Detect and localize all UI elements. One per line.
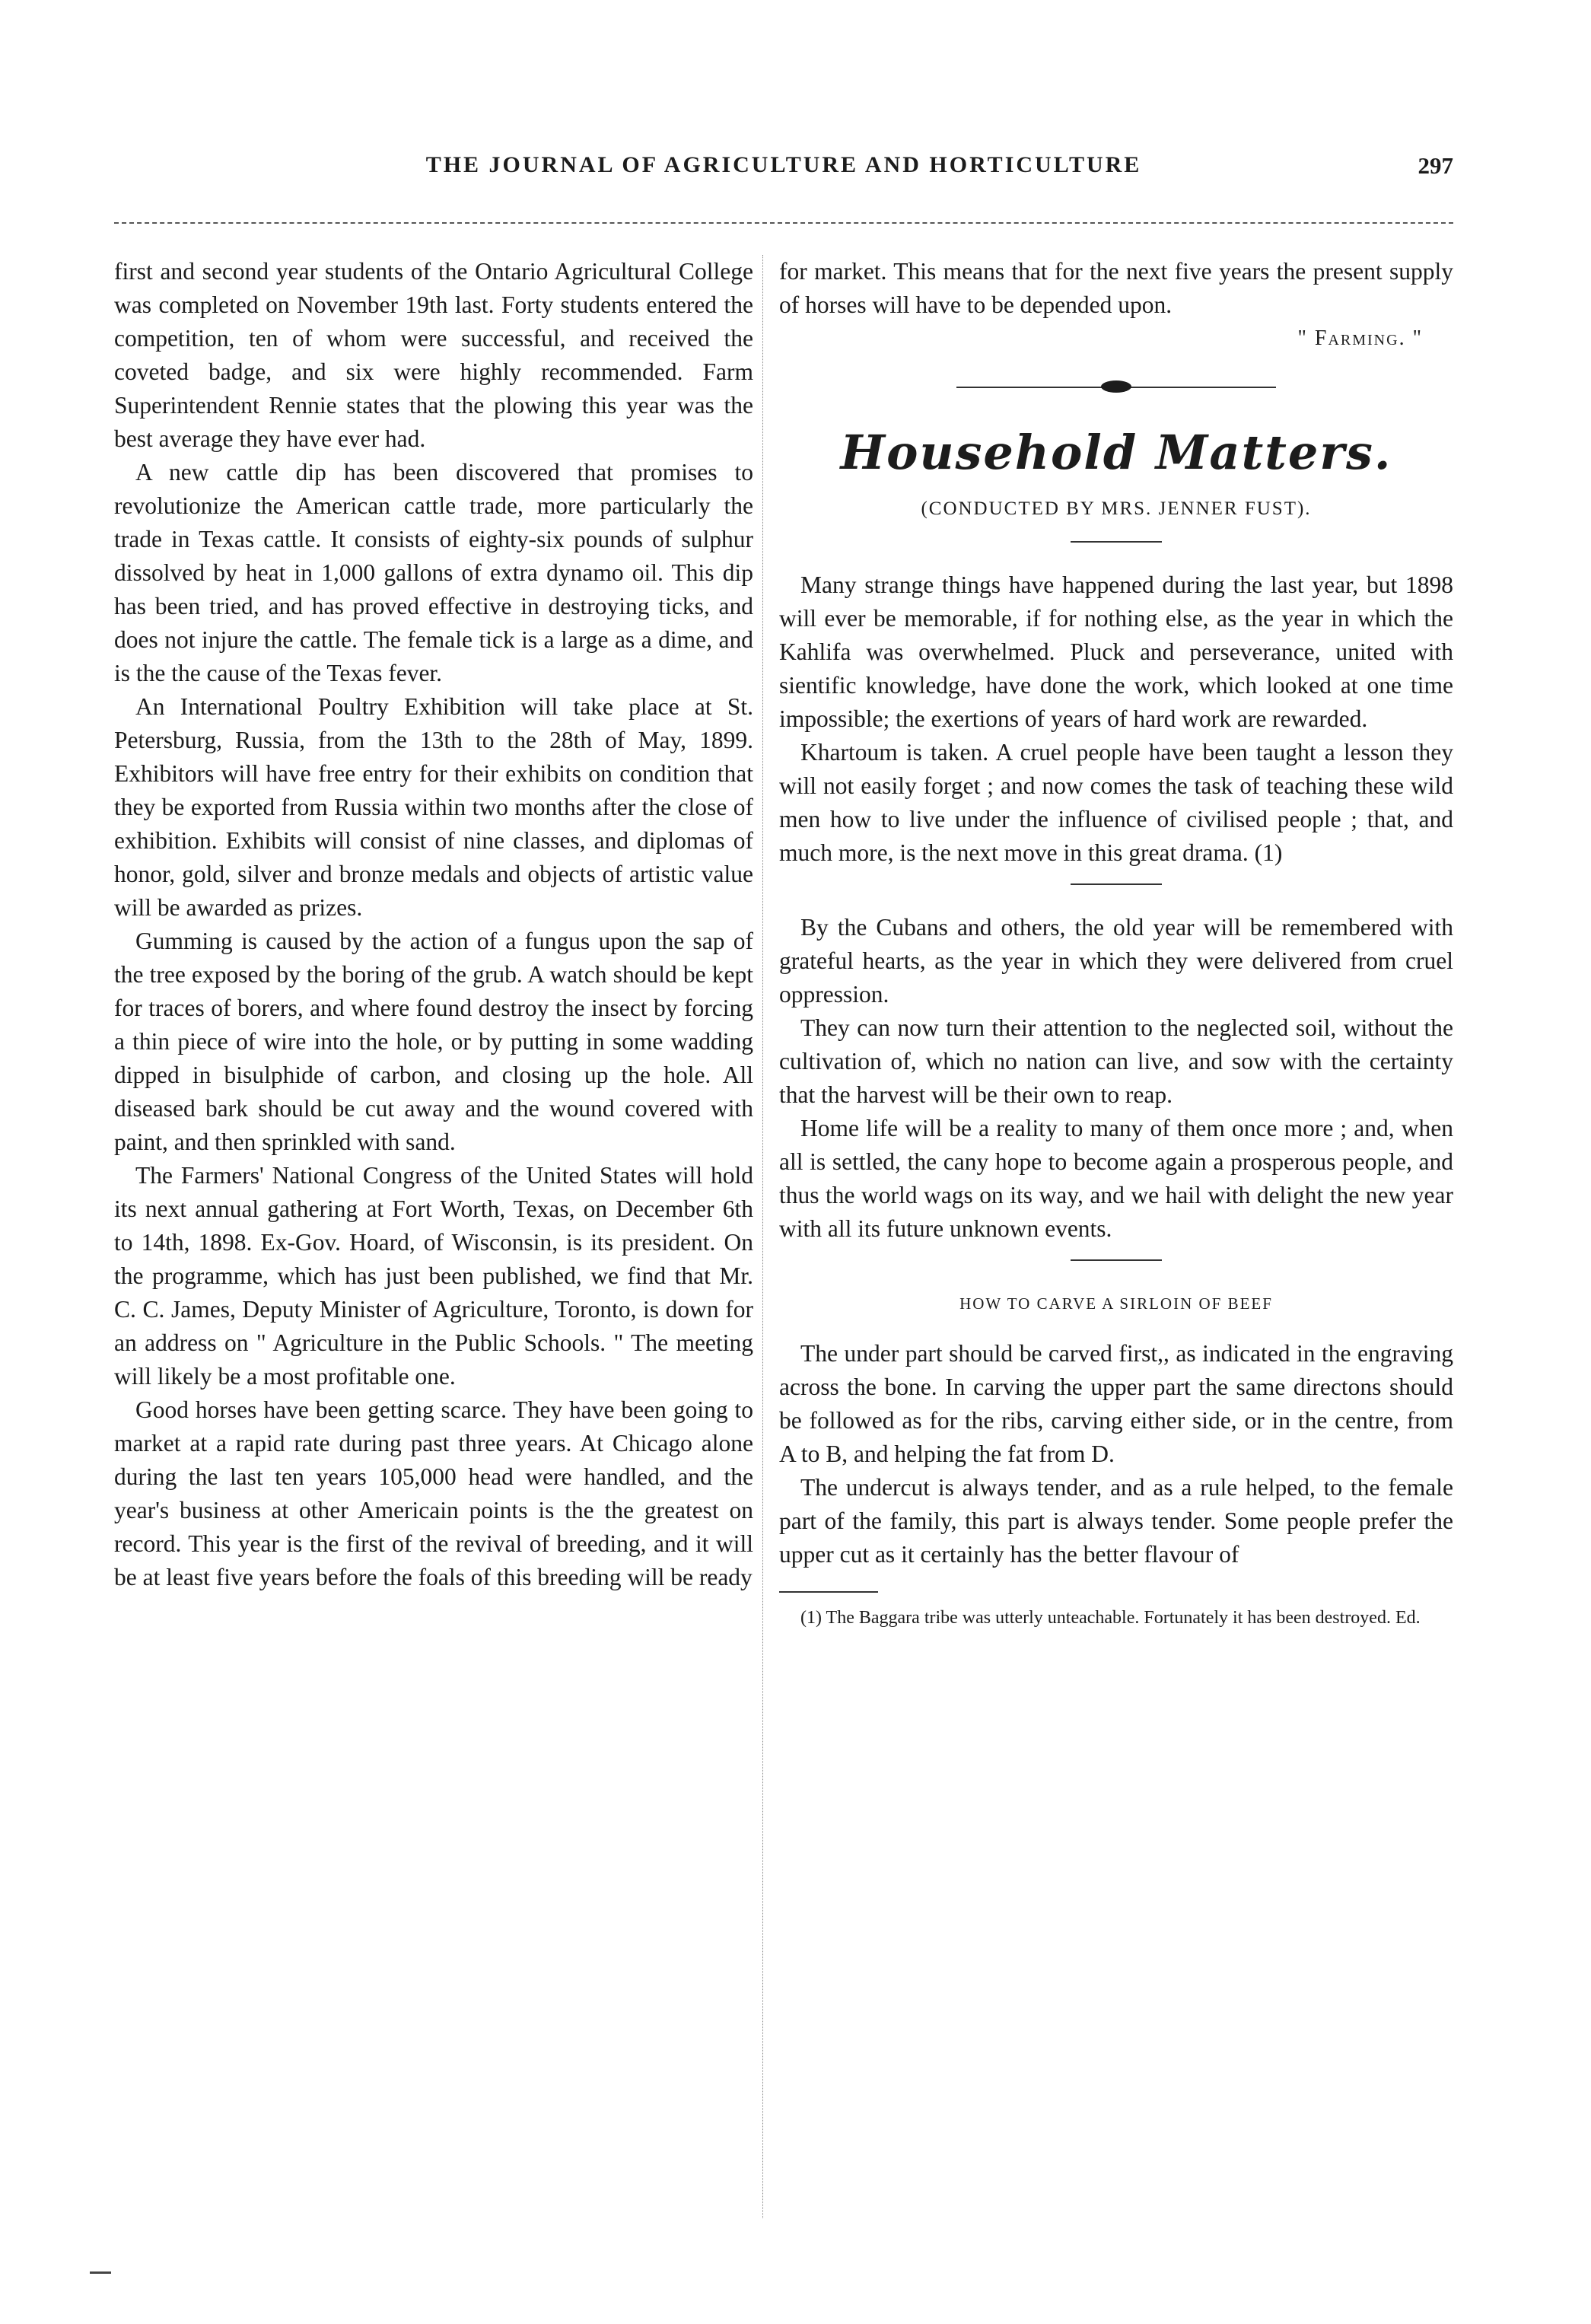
article-paragraph: Many strange things have happened during the last year, but 1898 will ever be memorable, if for nothing else, as the year in which the Kahlifa was overwhelmed. Pluck and perseverance, united with sientific knowledge, have done the work, which looked at one time impossible; the exertions of years of hard work are rewarded. bbox=[779, 571, 1453, 732]
footnote-rule bbox=[779, 1591, 878, 1593]
running-head: THE JOURNAL OF AGRICULTURE AND HORTICULTURE bbox=[425, 152, 1142, 177]
page-number: 297 bbox=[1418, 152, 1453, 179]
column-divider bbox=[762, 255, 763, 2218]
article-paragraph: By the Cubans and others, the old year will be remembered with grateful hearts, as the year in which they were delivered from cruel oppression. bbox=[779, 914, 1453, 1008]
article-paragraph: first and second year students of the Ontario Agricultural College was completed on November 19th last. Forty students entered the competition, ten of whom were successful, and received the coveted badge, and six were highly recommended. Farm Superintendent Rennie states that the plowing this year was the best average they have ever had. bbox=[114, 258, 753, 452]
article-paragraph: The undercut is always tender, and as a rule helped, to the female part of the family, this part is always tender. Some people prefer the upper cut as it certainly has the better flavour of bbox=[779, 1474, 1453, 1568]
section-rule bbox=[1071, 541, 1162, 543]
header-rule bbox=[114, 222, 1453, 224]
source-signature: " Farming. " bbox=[1297, 326, 1423, 350]
article-paragraph: The under part should be carved first,, as indicated in the engraving across the bone. In carving the upper part the same directons should be followed as for the ribs, carving either side, or in the centre, from A to B, and helping the fat from D. bbox=[779, 1340, 1453, 1467]
article-paragraph: Khartoum is taken. A cruel people have been taught a lesson they will not easily forget ; and now comes the task of teaching these wild men how to live under the influence of civilised people ; that, and much more, is the next move in this great drama. (1) bbox=[779, 739, 1453, 866]
article-paragraph: Gumming is caused by the action of a fungus upon the sap of the tree exposed by the boring of the grub. A watch should be kept for traces of borers, and where found destroy the insect by forcing a thin piece of wire into the hole, or by putting in some wadding dipped in bisulphide of carbon, and closing up the hole. All diseased bark should be cut away and the wound covered with paint, and then sprinkled with sand. bbox=[114, 928, 753, 1155]
section-rule bbox=[1071, 1259, 1162, 1261]
margin-mark bbox=[90, 2271, 111, 2274]
continuation-paragraph: for market. This means that for the next five years the present supply of horses will have to be depended upon. bbox=[779, 258, 1453, 318]
article-paragraph: Home life will be a reality to many of them once more ; and, when all is settled, the cany hope to become again a prosperous people, and thus the world wags on its way, and we hail with delight the new year with all its future unknown events. bbox=[779, 1115, 1453, 1242]
ornament-divider bbox=[956, 378, 1276, 396]
ornament-icon bbox=[1101, 380, 1131, 393]
footnote: (1) The Baggara tribe was utterly unteachable. Fortunately it has been destroyed. Ed. bbox=[800, 1608, 1421, 1628]
page-header bbox=[114, 152, 1453, 190]
left-column bbox=[114, 255, 753, 1594]
article-paragraph: Good horses have been getting scarce. They have been going to market at a rapid rate during past three years. At Chicago alone during the last ten years 105,000 head were handled, and the year's business at other Americain points is the the greatest on record. This year is the first of the revival of breeding, and it will be at least five years before the foals of this breeding will be ready bbox=[114, 1396, 753, 1590]
article-paragraph: An International Poultry Exhibition will take place at St. Petersburg, Russia, from the 13th to the 28th of May, 1899. Exhibitors will have free entry for their exhibits on condition that they be exported from Russia within two months after the close of exhibition. Exhibits will consist of nine classes, and diplomas of honor, gold, silver and bronze medals and objects of artistic value will be awarded as prizes. bbox=[114, 693, 753, 921]
subheading: HOW TO CARVE A SIRLOIN OF BEEF bbox=[959, 1294, 1273, 1313]
right-column bbox=[779, 255, 1453, 1631]
article-paragraph: They can now turn their attention to the neglected soil, without the cultivation of, which no nation can live, and sow with the certainty that the harvest will be their own to reap. bbox=[779, 1014, 1453, 1108]
article-paragraph: The Farmers' National Congress of the United States will hold its next annual gathering at Fort Worth, Texas, on December 6th to 14th, 1898. Ex-Gov. Hoard, of Wisconsin, is its president. On the programme, which has just been published, we find that Mr. C. C. James, Deputy Minister of Agriculture, Toronto, is down for an address on " Agriculture in the Public Schools. " The meeting will likely be a most profitable one. bbox=[114, 1162, 753, 1390]
byline: (CONDUCTED BY MRS. JENNER FUST). bbox=[921, 498, 1312, 519]
section-rule bbox=[1071, 883, 1162, 885]
section-title: Household Matters. bbox=[840, 425, 1392, 480]
article-paragraph: A new cattle dip has been discovered that promises to revolutionize the American cattle trade, more particularly the trade in Texas cattle. It consists of eighty-six pounds of sulphur dissolved by heat in 1,000 gallons of extra dynamo oil. This dip has been tried, and has proved effective in destroying ticks, and does not injure the cattle. The female tick is a large as a dime, and is the the cause of the Texas fever. bbox=[114, 459, 753, 686]
